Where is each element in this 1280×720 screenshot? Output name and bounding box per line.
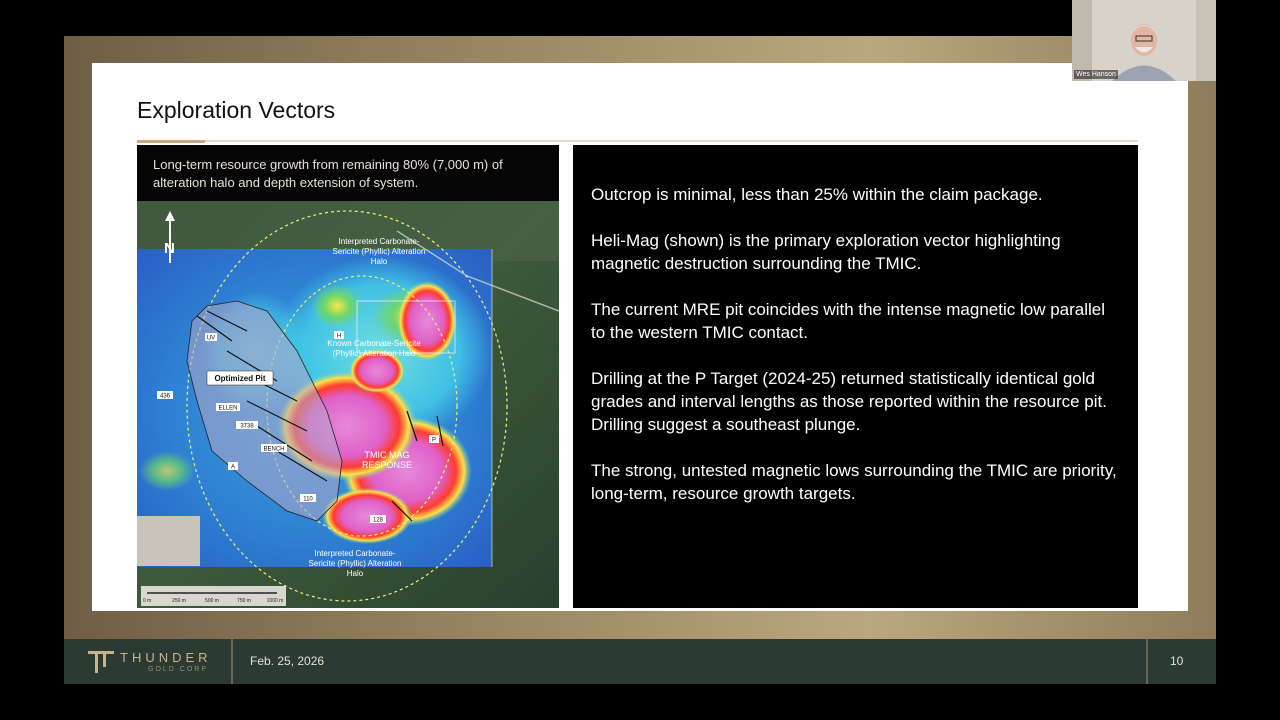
halo-top-line-2: Sericite (Phyllic) Alteration	[332, 247, 426, 256]
halo-top-line-1: Interpreted Carbonate-	[338, 237, 420, 246]
target-110: 110	[303, 496, 313, 503]
paragraph-mre-pit: The current MRE pit coincides with the intense magnetic low parallel to the western TMIC contact.	[591, 300, 1106, 342]
north-label: N	[164, 240, 175, 257]
target-128: 128	[372, 517, 384, 524]
target-bench: BENCH	[263, 446, 285, 453]
participant-name: Wes Hanson	[1076, 71, 1116, 78]
paragraph-heli-mag: Heli-Mag (shown) is the primary exploration vector highlighting magnetic destruction surrounding the TMIC.	[591, 231, 1061, 273]
halo-bottom-line-2: Sericite (Phyllic) Alteration	[308, 559, 402, 568]
brand-subtitle: GOLD CORP	[148, 666, 209, 673]
scale-tick-0: 0 m	[142, 598, 152, 604]
slide-footer	[64, 639, 1216, 684]
company-logo	[88, 647, 238, 677]
title-rule	[137, 140, 1138, 142]
thunder-logo-icon	[88, 651, 114, 673]
participant-video-tile[interactable]	[1072, 0, 1216, 81]
scale-tick-1000: 1000 m	[266, 598, 284, 604]
paragraph-magnetic-lows: The strong, untested magnetic lows surrounding the TMIC are priority, long-term, resource growth targets.	[591, 461, 1117, 503]
scale-tick-250: 250 m	[172, 598, 186, 604]
target-a: A	[230, 464, 236, 471]
map-caption: Long-term resource growth from remaining 80% (7,000 m) of alteration halo and depth extension of system.	[137, 145, 559, 201]
tmic-label-1: TMIC MAG	[364, 450, 410, 460]
target-p: P	[431, 437, 437, 444]
brand-name: THUNDER	[120, 650, 212, 665]
target-3738: 3738	[240, 423, 254, 430]
heli-mag-map	[137, 201, 559, 608]
page-number: 10	[1170, 654, 1184, 668]
target-h: H	[336, 333, 342, 340]
footer-divider-left	[231, 639, 233, 684]
halo-bottom-line-3: Halo	[346, 569, 364, 578]
scale-tick-750: 750 m	[237, 598, 251, 604]
slide-title: Exploration Vectors	[137, 97, 336, 123]
text-panel	[573, 145, 1138, 608]
target-436: 436	[159, 393, 171, 400]
optimized-pit-text: Optimized Pit	[214, 374, 266, 383]
target-ellen: ELLEN	[218, 405, 238, 412]
scale-tick-500: 500 m	[205, 598, 219, 604]
known-halo-line-2: (Phyllic) Alteration Halo	[332, 349, 416, 358]
target-uv: UV	[206, 335, 216, 342]
paragraph-p-target: Drilling at the P Target (2024-25) returned statistically identical gold grades and interval lengths as those reported within the resource pit. Drilling suggest a southeast plunge.	[591, 369, 1107, 434]
paragraph-outcrop: Outcrop is minimal, less than 25% within the claim package.	[591, 185, 1043, 204]
presentation-date: Feb. 25, 2026	[250, 654, 325, 668]
tmic-label-2: RESPONSE	[361, 460, 413, 470]
participant-avatar	[1072, 0, 1216, 81]
footer-divider-right	[1146, 639, 1148, 684]
halo-bottom-line-1: Interpreted Carbonate-	[314, 549, 396, 558]
optimized-pit-label	[207, 371, 273, 385]
map-scale-bar	[141, 586, 286, 606]
halo-top-line-3: Halo	[370, 257, 388, 266]
map-panel	[137, 145, 559, 608]
slide	[92, 63, 1188, 611]
title-rule-accent	[137, 140, 205, 143]
known-halo-line-1: Known Carbonate-Sericite	[327, 339, 421, 348]
